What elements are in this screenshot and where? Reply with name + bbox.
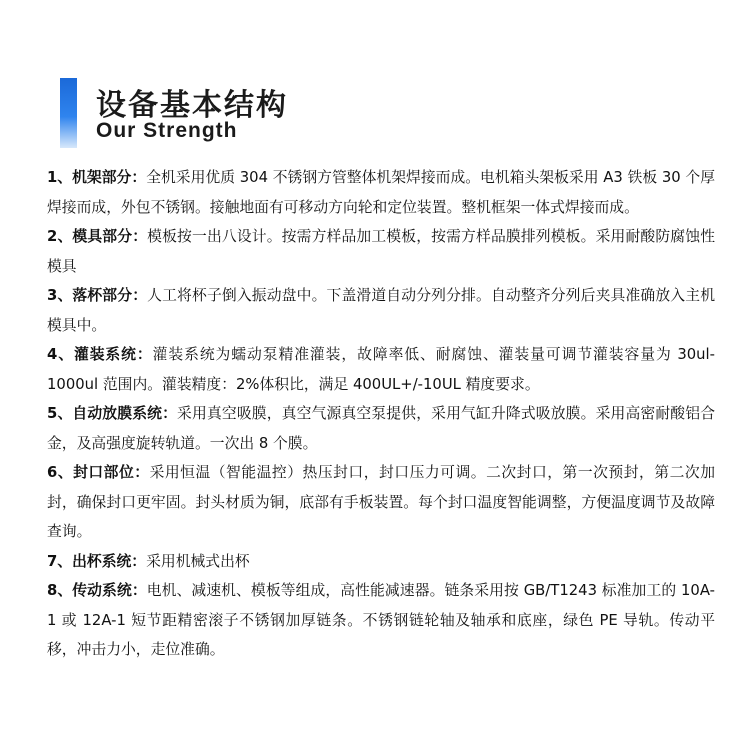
item-label: 灌装系统： [73,346,153,363]
item-label: 传动系统： [72,582,147,599]
structure-item-cup-output [47,547,715,577]
item-number: 6、 [47,464,74,481]
structure-item-film-placing [47,399,715,458]
item-number: 5、 [47,405,73,422]
structure-item-sealing [47,458,715,547]
item-label: 出杯系统： [72,552,147,570]
item-text: 灌装系统为蠕动泵精准灌装，故障率低、耐腐蚀、灌装量可调节灌装容量为 30ul-1000ul 范围内。灌装精度：2%体积比，满足 400UL+/-10UL 精度要求。 [47,346,715,393]
item-label: 机架部分： [72,169,147,186]
item-label: 封口部位： [73,464,150,481]
item-text: 全机采用优质 304 不锈钢方管整体机架焊接而成。电机箱头架板采用 A3 铁板 30 个厚焊接而成，外包不锈钢。接触地面有可移动方向轮和定位装置。整机框架一体式焊接而成。 [47,169,715,216]
item-number: 1、 [47,169,73,186]
item-number: 3、 [47,287,73,304]
structure-item-mold [47,222,715,281]
accent-bar [60,78,77,148]
item-number: 4、 [47,346,74,363]
structure-item-transmission [47,576,715,665]
item-text: 采用机械式出杯 [146,552,250,570]
item-text: 采用真空吸膜，真空气源真空泵提供，采用气缸升降式吸放膜。采用高密耐酸铝合金，及高强度旋转轨道。一次出 8 个膜。 [47,405,715,452]
item-text: 采用恒温（智能温控）热压封口，封口压力可调。二次封口，第一次预封，第二次加封，确保封口更牢固。封头材质为铜，底部有手板装置。每个封口温度智能调整，方便温度调节及故障查询。 [47,464,715,540]
structure-list [47,163,715,665]
item-number: 2、 [47,228,73,245]
structure-item-filling [47,340,715,399]
item-text: 电机、减速机、模板等组成，高性能减速器。链条采用按 GB/T1243 标准加工的 10A-1 或 12A-1 短节距精密滚子不锈钢加厚链条。不锈钢链轮轴及轴承和底座，绿色 PE 导轨。传动平移，冲击力小，走位准确。 [47,582,715,658]
item-label: 落杯部分： [72,287,148,304]
structure-item-cup-drop [47,281,715,340]
section-title-english: Our Strength [96,119,238,142]
structure-item-frame [47,163,715,222]
item-text: 人工将杯子倒入振动盘中。下盖滑道自动分列分排。自动整齐分列后夹具准确放入主机模具中。 [47,287,715,334]
section-title-chinese: 设备基本结构 [96,88,288,123]
item-text: 模板按一出八设计。按需方样品加工模板，按需方样品膜排列模板。采用耐酸防腐蚀性模具 [47,228,715,275]
item-label: 自动放膜系统： [72,405,178,422]
item-number: 7、 [47,552,73,570]
item-number: 8、 [47,582,73,599]
item-label: 模具部分： [72,228,148,245]
